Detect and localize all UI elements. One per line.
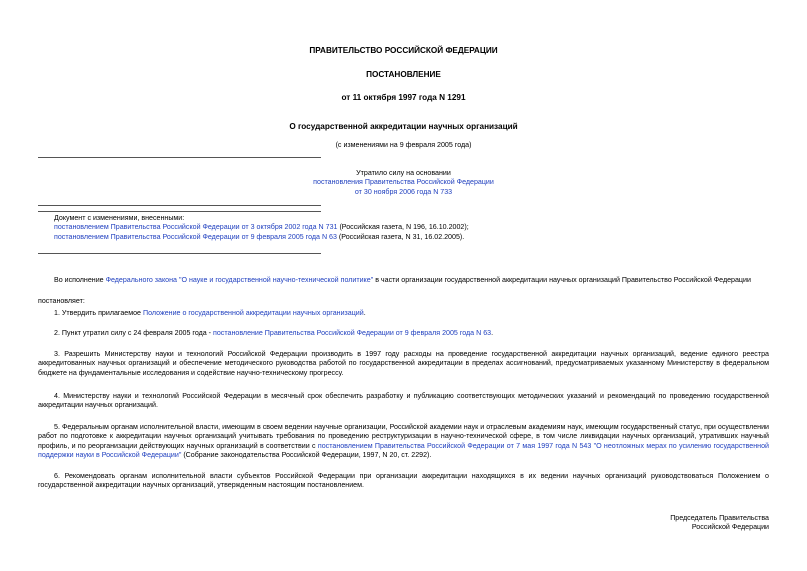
- regulation-link[interactable]: Положение о государственной аккредитации научных организаций: [142, 309, 364, 317]
- repeal-link-decree[interactable]: постановления Правительства Российской Федерации: [313, 178, 494, 187]
- changes-intro: Документ с изменениями, внесенными:: [54, 214, 185, 222]
- repeal-note: [0, 169, 807, 197]
- changes-item-1: постановлением Правительства Российской Федерации от 3 октября 2002 года N 731 (Российская газета, N 196, 16.10.2002);: [54, 223, 469, 232]
- item-2-paragraph: 2. Пункт утратил силу с 24 февраля 2005 года - постановление Правительства Российской Федерации от 9 февраля 2005 года N 63.: [54, 329, 494, 337]
- divider-bottom: [38, 253, 321, 254]
- divider-middle-1: [38, 205, 321, 206]
- repeal-item-2-link[interactable]: постановление Правительства Российской Федерации от 9 февраля 2005 года N 63: [213, 329, 492, 337]
- divider-top: [38, 157, 321, 158]
- item-6-paragraph: 6. Рекомендовать органам исполнительной власти субъектов Российской Федерации при организации аккредитации находящихся в их ведении научных организаций руководствоваться Положением о государственной аккредитации научных организаций, утвержденным настоящим постановлением.: [38, 472, 769, 490]
- repeal-link-date[interactable]: от 30 ноября 2006 года N 733: [354, 187, 453, 196]
- signature-title: Председатель Правительства: [670, 514, 769, 522]
- item-1-paragraph: 1. Утвердить прилагаемое Положение о государственной аккредитации научных организаций.: [54, 309, 366, 317]
- preamble-paragraph: Во исполнение Федерального закона "О науке и государственной научно-технической политике" в части организации государственной аккредитации научных организаций Правительство Российской Федерации: [54, 276, 751, 284]
- amendments-note: (с изменениями на 9 февраля 2005 года): [335, 141, 472, 149]
- divider-middle-2: [38, 211, 321, 212]
- changes-block: [54, 214, 769, 242]
- item-3-paragraph: 3. Разрешить Министерству науки и технологий Российской Федерации производить в 1997 году расходы на проведение государственной аккредитации научных организаций, ведение единого реестра аккредитованных научных организаций и обеспечение методического руководства работой по государственной аккредитации в пределах ассигнований, предусматриваемых указанному Министерству в федеральном бюджете на фундаментальные исследования и содействие научно-техническому прогрессу.: [38, 350, 769, 377]
- item-4-paragraph: 4. Министерству науки и технологий Российской Федерации в месячный срок обеспечить разработку и публикацию соответствующих методических указаний и рекомендаций по проведению государственной аккредитации научных организаций.: [38, 392, 769, 410]
- decides-paragraph: постановляет:: [38, 297, 85, 305]
- signature-block: [670, 514, 769, 533]
- changes-item-2: постановлением Правительства Российской Федерации от 9 февраля 2005 года N 63 (Российская газета, N 31, 16.02.2005).: [54, 232, 465, 241]
- law-link[interactable]: Федерального закона "О науке и государственной научно-технической политике": [105, 276, 374, 284]
- document-title: О государственной аккредитации научных организаций: [289, 122, 518, 131]
- signature-org: Российской Федерации: [691, 523, 769, 532]
- change-link-2005[interactable]: постановлением Правительства Российской Федерации от 9 февраля 2005 года N 63: [54, 232, 337, 241]
- decree-543-link[interactable]: постановлением Правительства Российской Федерации от 7 мая 1997 года N 543 "О неотложных мерах по усилению государственной поддержки науки в Российской Федерации": [38, 441, 769, 460]
- item-5-paragraph: 5. Федеральным органам исполнительной власти, имеющим в своем ведении научные организации, Российской академии наук и отраслевым академиям наук, имеющим государственный статус, при осуществлении работ по подготовке к аккредитации научных организаций учитывать требования по проведению реструктуризации в научно-технической сфере, в том числе ликвидации научных организаций, утративших научный профиль, и по реорганизации действующих научных организаций в соответствии с постановлением Правительства Российской Федерации от 7 мая 1997 года N 543 "О неотложных мерах по усилению государственной поддержки науки в Российской Федерации" (Собрание законодательства Российской Федерации, 1997, N 20, ст. 2292).: [38, 423, 769, 460]
- document-date-number: от 11 октября 1997 года N 1291: [341, 93, 466, 102]
- document-type-heading: ПОСТАНОВЛЕНИЕ: [366, 70, 441, 79]
- government-heading: ПРАВИТЕЛЬСТВО РОССИЙСКОЙ ФЕДЕРАЦИИ: [309, 46, 498, 55]
- change-link-2002[interactable]: постановлением Правительства Российской Федерации от 3 октября 2002 года N 731: [54, 223, 338, 232]
- repeal-text: Утратило силу на основании: [356, 169, 451, 177]
